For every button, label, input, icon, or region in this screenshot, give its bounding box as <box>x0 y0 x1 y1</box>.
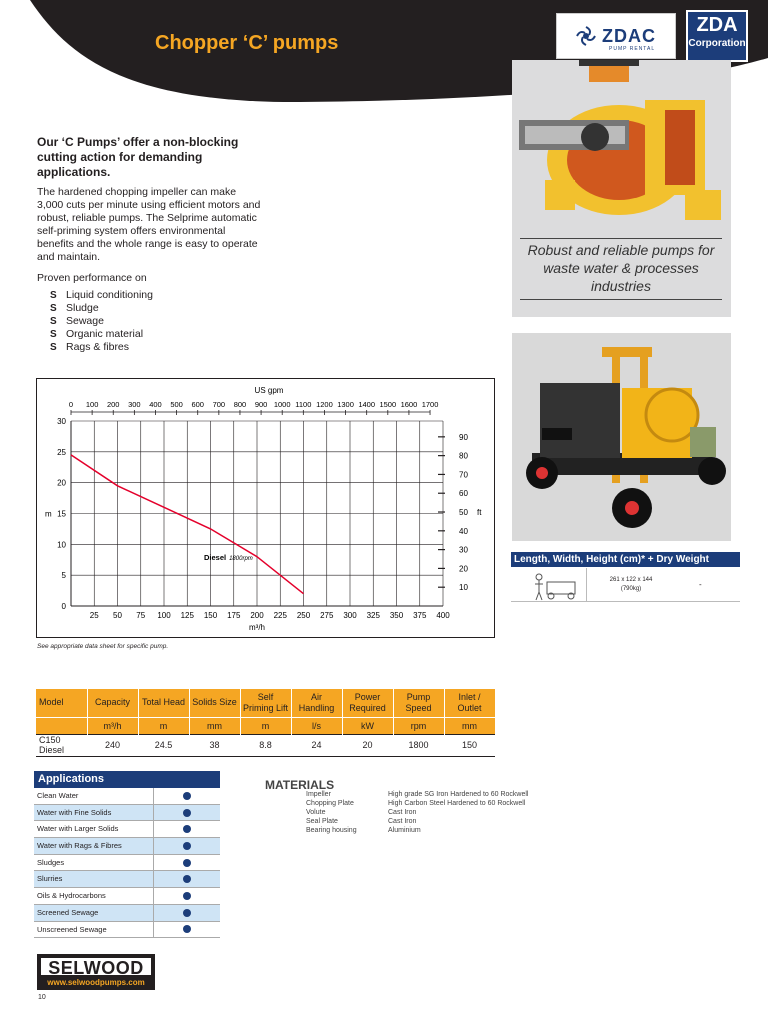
material-value: Cast Iron <box>388 809 417 816</box>
pump-photo <box>512 333 731 541</box>
pump-silhouette-icon <box>511 568 587 602</box>
top-tick-label: 1700 <box>421 400 439 409</box>
x-tick-label: 250 <box>296 611 311 620</box>
table-header: Capacity <box>87 689 138 717</box>
y-tick-label: 10 <box>57 540 66 550</box>
x-tick-label: 125 <box>180 611 194 620</box>
right-tick-label: 90 <box>459 432 468 442</box>
y-tick-label: 20 <box>57 478 66 488</box>
chart-footnote: See appropriate data sheet for specific pump. <box>37 643 169 650</box>
zda-corporation-logo <box>686 10 748 62</box>
bullet-mark: S <box>50 290 57 301</box>
x-tick-label: 300 <box>343 611 357 620</box>
swirl-icon <box>576 26 596 46</box>
x-tick-label: 100 <box>157 611 171 620</box>
list-item <box>306 808 528 817</box>
table-unit: m³/h <box>87 717 138 734</box>
zdac-logo-sub: PUMP RENTAL <box>609 46 656 52</box>
table-header: Solids Size <box>189 689 240 717</box>
table-unit: m <box>138 717 189 734</box>
selwood-brand: SELWOOD <box>39 956 153 977</box>
top-tick-label: 0 <box>68 400 74 409</box>
x-axis-label: m³/h <box>249 623 265 632</box>
check-dot-icon <box>183 909 191 917</box>
check-dot-icon <box>183 925 191 933</box>
y-tick-label: 15 <box>57 509 66 519</box>
dimensions-other: - <box>699 580 702 589</box>
table-row <box>36 734 495 756</box>
zdac-logo <box>556 13 676 59</box>
list-item: S Sewage <box>50 315 104 327</box>
applications-title: Applications <box>34 771 220 788</box>
right-tick-label: 20 <box>459 564 468 574</box>
x-tick-label: 275 <box>320 611 334 620</box>
application-label: Sludges <box>34 855 154 871</box>
top-tick-label: 100 <box>85 400 99 409</box>
list-item <box>306 817 528 826</box>
table-row <box>34 821 220 838</box>
table-unit <box>36 717 87 734</box>
x-tick-label: 50 <box>113 611 122 620</box>
top-tick-label: 600 <box>191 400 204 409</box>
right-tick-label: 80 <box>459 451 468 461</box>
x-tick-label: 325 <box>366 611 380 620</box>
table-cell: C150 Diesel <box>36 734 87 756</box>
pump-unit-illustration <box>512 333 731 541</box>
table-cell: 24 <box>291 734 342 756</box>
bullet-mark: S <box>50 329 57 340</box>
list-item: S Sludge <box>50 302 99 314</box>
x-tick-label: 375 <box>413 611 427 620</box>
top-tick-label: 1000 <box>273 400 291 409</box>
x-tick-label: 150 <box>203 611 218 620</box>
check-dot-icon <box>183 875 191 883</box>
table-row <box>34 838 220 855</box>
materials-title: MATERIALS <box>265 778 335 792</box>
table-header: Power Required <box>342 689 393 717</box>
dimensions-value: 261 x 122 x 144 <box>609 577 653 583</box>
dry-weight-value: (790kg) <box>620 586 642 592</box>
application-label: Water with Larger Solids <box>34 821 154 837</box>
top-tick-label: 1300 <box>337 400 354 409</box>
check-dot-icon <box>183 842 191 850</box>
material-part: Impeller <box>306 791 331 798</box>
zdac-logo-text: ZDAC <box>602 25 656 46</box>
top-axis-label: US gpm <box>254 386 284 395</box>
table-cell: 8.8 <box>240 734 291 756</box>
right-tick-label: 70 <box>459 470 468 480</box>
top-tick-label: 1200 <box>316 400 333 409</box>
table-cell: 20 <box>342 734 393 756</box>
table-cell: 1800 <box>393 734 444 756</box>
application-label: Unscreened Sewage <box>34 922 154 938</box>
zda-logo-sub: Corporation <box>688 38 746 49</box>
table-row <box>34 855 220 872</box>
table-unit: mm <box>189 717 240 734</box>
page-title: Chopper ‘C’ pumps <box>155 32 339 54</box>
applications-table <box>34 771 220 938</box>
top-tick-label: 800 <box>233 400 247 409</box>
top-tick-label: 400 <box>149 400 162 409</box>
application-label: Oils & Hydrocarbons <box>34 888 154 904</box>
zda-logo-text: ZDA <box>696 14 738 36</box>
intro-body: The hardened chopping impeller can make 3,000 cuts per minute using efficient motors and robust, reliable pumps. The Selprime automatic self-priming system offers environmental benefits and the whole range is easy to operate and maintain. <box>37 186 261 263</box>
top-tick-label: 1100 <box>295 400 312 409</box>
check-dot-icon <box>183 859 191 867</box>
top-tick-label: 900 <box>254 400 268 409</box>
table-row <box>34 905 220 922</box>
top-tick-label: 200 <box>106 400 120 409</box>
top-tick-label: 1500 <box>379 400 397 409</box>
material-part: Volute <box>306 809 326 816</box>
table-unit: mm <box>444 717 495 734</box>
performance-chart <box>36 378 495 638</box>
table-unit: l/s <box>291 717 342 734</box>
top-tick-label: 700 <box>212 400 226 409</box>
list-item: S Organic material <box>50 328 144 340</box>
table-row <box>34 788 220 805</box>
material-part: Chopping Plate <box>306 800 354 807</box>
application-label: Water with Rags & Fibres <box>34 838 154 854</box>
table-unit: m <box>240 717 291 734</box>
check-dot-icon <box>183 825 191 833</box>
list-item: S Rags & fibres <box>50 341 130 353</box>
dimensions-row <box>511 568 740 602</box>
pump-silhouette <box>511 568 587 602</box>
selwood-logo <box>37 954 155 990</box>
right-tick-label: 40 <box>459 526 468 536</box>
top-tick-label: 500 <box>170 400 183 409</box>
y-tick-label: 0 <box>61 602 66 611</box>
table-header-row <box>36 689 495 717</box>
selwood-url: www.selwoodpumps.com <box>47 978 145 987</box>
application-label: Screened Sewage <box>34 905 154 921</box>
y-tick-label: 25 <box>57 447 66 457</box>
table-row <box>34 805 220 822</box>
pump-cutaway-image <box>515 60 725 230</box>
material-part: Seal Plate <box>306 818 338 825</box>
proven-heading: Proven performance on <box>37 272 147 284</box>
list-item <box>306 790 528 799</box>
check-dot-icon <box>183 809 191 817</box>
table-cell: 24.5 <box>138 734 189 756</box>
material-part: Bearing housing <box>306 827 357 834</box>
table-header: Total Head <box>138 689 189 717</box>
table-header: Self Priming Lift <box>240 689 291 717</box>
top-tick-label: 1400 <box>358 400 376 409</box>
table-cell: 150 <box>444 734 495 756</box>
check-dot-icon <box>183 892 191 900</box>
table-header: Air Handling <box>291 689 342 717</box>
table-header: Pump Speed <box>393 689 444 717</box>
x-tick-label: 350 <box>389 611 404 620</box>
right-tick-label: 60 <box>459 489 468 499</box>
application-label: Slurries <box>34 871 154 887</box>
application-label: Clean Water <box>34 788 154 804</box>
right-tick-label: 30 <box>459 545 468 555</box>
check-dot-icon <box>183 792 191 800</box>
material-value: High Carbon Steel Hardened to 60 Rockwell <box>388 800 526 807</box>
top-tick-label: 1600 <box>400 400 418 409</box>
bullet-mark: S <box>50 316 57 327</box>
list-item: S Liquid conditioning <box>50 289 153 301</box>
x-tick-label: 25 <box>89 611 99 620</box>
performance-chart-svg <box>37 379 496 639</box>
x-tick-label: 400 <box>436 611 450 620</box>
x-tick-label: 175 <box>227 611 241 620</box>
proven-list <box>50 289 153 354</box>
y-tick-label: 30 <box>57 417 66 426</box>
tagline: Robust and reliable pumps for waste water & processes industries <box>520 238 722 300</box>
table-header: Model <box>36 689 87 717</box>
materials-list <box>306 790 528 835</box>
x-tick-label: 200 <box>250 611 264 620</box>
table-row <box>34 871 220 888</box>
application-label: Water with Fine Solids <box>34 805 154 821</box>
top-tick-label: 300 <box>128 400 141 409</box>
spec-table <box>36 689 496 757</box>
material-value: High grade SG Iron Hardened to 60 Rockwell <box>388 791 529 798</box>
table-row <box>34 922 220 939</box>
y-tick-label: 5 <box>61 571 66 581</box>
table-units-row <box>36 717 495 734</box>
intro-heading: Our ‘C Pumps’ offer a non-blocking cutting action for demanding applications. <box>37 135 239 179</box>
material-value: Cast Iron <box>388 818 417 825</box>
table-unit: kW <box>342 717 393 734</box>
table-unit: rpm <box>393 717 444 734</box>
series-label: Diesel <box>203 552 227 562</box>
right-tick-label: 10 <box>459 583 468 593</box>
series-annotation: 1800rpm <box>229 555 253 562</box>
table-cell: 240 <box>87 734 138 756</box>
dimensions-header: Length, Width, Height (cm)* + Dry Weight <box>511 552 740 567</box>
x-tick-label: 75 <box>136 611 146 620</box>
right-tick-label: 50 <box>459 508 468 518</box>
list-item <box>306 799 528 808</box>
bullet-mark: S <box>50 342 57 353</box>
y-axis-label: m <box>45 509 52 519</box>
material-value: Aluminium <box>388 827 421 834</box>
list-item <box>306 826 528 835</box>
table-row <box>34 888 220 905</box>
x-tick-label: 225 <box>273 611 287 620</box>
page-number: 10 <box>38 994 46 1001</box>
bullet-mark: S <box>50 303 57 314</box>
table-header: Inlet / Outlet <box>444 689 495 717</box>
table-cell: 38 <box>189 734 240 756</box>
right-axis-label: ft <box>477 508 482 518</box>
